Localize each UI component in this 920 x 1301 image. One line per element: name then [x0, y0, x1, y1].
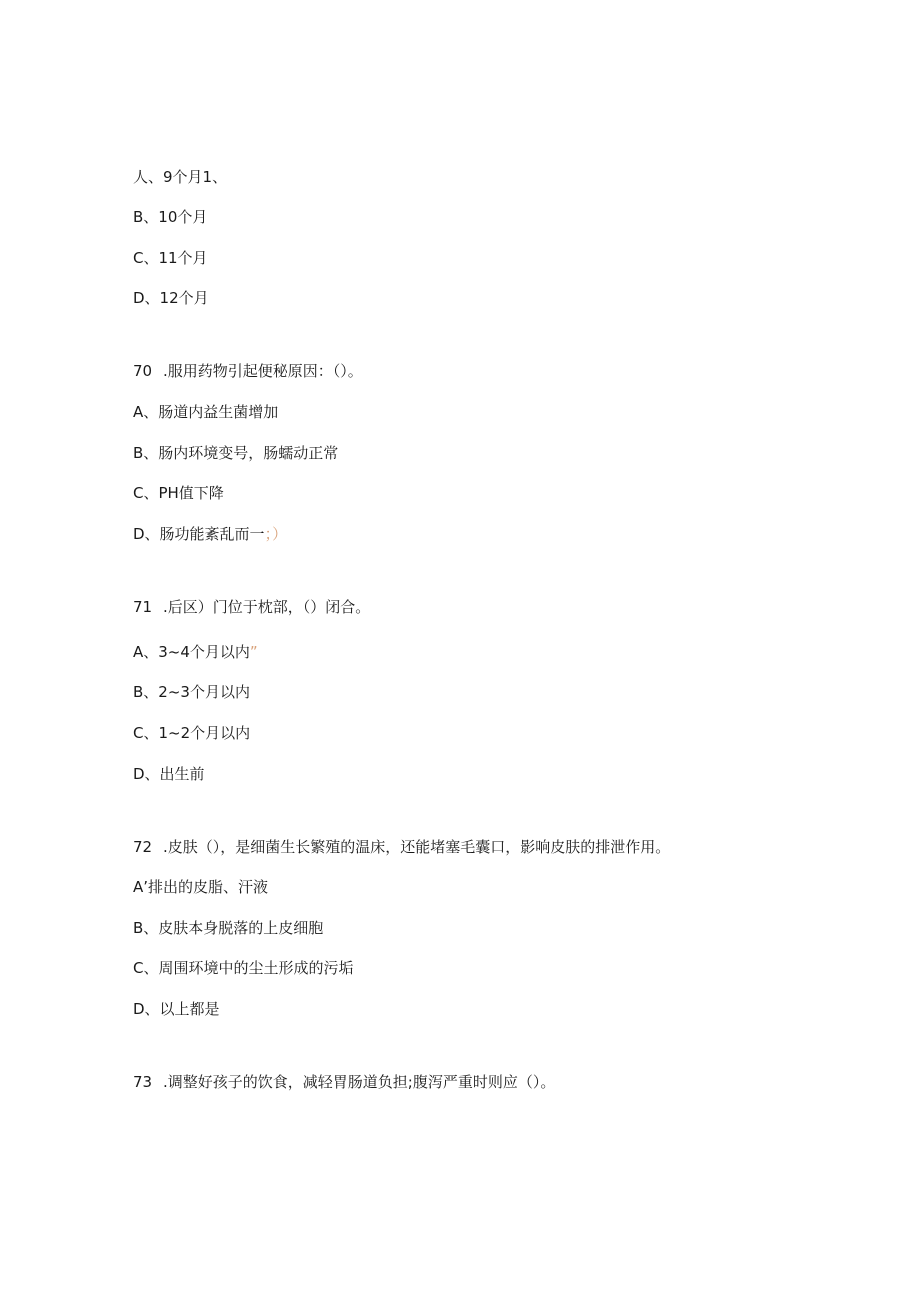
question-number: 72 — [133, 838, 153, 856]
option-line: A’排出的皮脂、汗液 — [133, 878, 269, 896]
question-number: 71 — [133, 598, 153, 616]
stray-mark: ” — [249, 643, 258, 661]
option-line — [133, 642, 258, 662]
stray-mark: ；） — [264, 525, 288, 543]
option-text: D、肠功能紊乱而一 — [133, 525, 265, 543]
question-70 — [133, 361, 363, 381]
question-text: .皮肤（），是细菌生长繁殖的温床，还能堵塞毛囊口，影响皮肤的排泄作用。 — [163, 838, 671, 856]
option-line — [133, 524, 287, 544]
question-number: 73 — [133, 1073, 153, 1091]
question-73 — [133, 1072, 555, 1092]
option-line: C、1~2个月以内 — [133, 724, 251, 742]
question-72 — [133, 837, 670, 857]
option-line: A、肠道内益生菌增加 — [133, 403, 279, 421]
option-line: B、肠内环境变号，肠蠕动正常 — [133, 444, 339, 462]
question-number: 70 — [133, 362, 153, 380]
option-line: D、12个月 — [133, 289, 209, 307]
option-line: C、周围环境中的尘土形成的污垢 — [133, 959, 354, 977]
option-line: B、10个月 — [133, 208, 208, 226]
option-line: D、出生前 — [133, 765, 205, 783]
question-71 — [133, 597, 370, 617]
option-line: D、以上都是 — [133, 1000, 220, 1018]
question-text: .后区）门位于枕部，（）闭合。 — [163, 598, 371, 616]
question-text: .服用药物引起便秘原因：（）。 — [163, 362, 363, 380]
option-line: C、PH值下降 — [133, 484, 224, 502]
option-line: 人、9个月1、 — [133, 168, 228, 186]
question-text: .调整好孩子的饮食，减轻胃肠道负担;腹泻严重时则应（）。 — [163, 1073, 556, 1091]
option-line: C、11个月 — [133, 249, 208, 267]
option-line: B、皮肤本身脱落的上皮细胞 — [133, 919, 324, 937]
option-line: B、2~3个月以内 — [133, 683, 250, 701]
option-text: A、3~4个月以内 — [133, 643, 250, 661]
